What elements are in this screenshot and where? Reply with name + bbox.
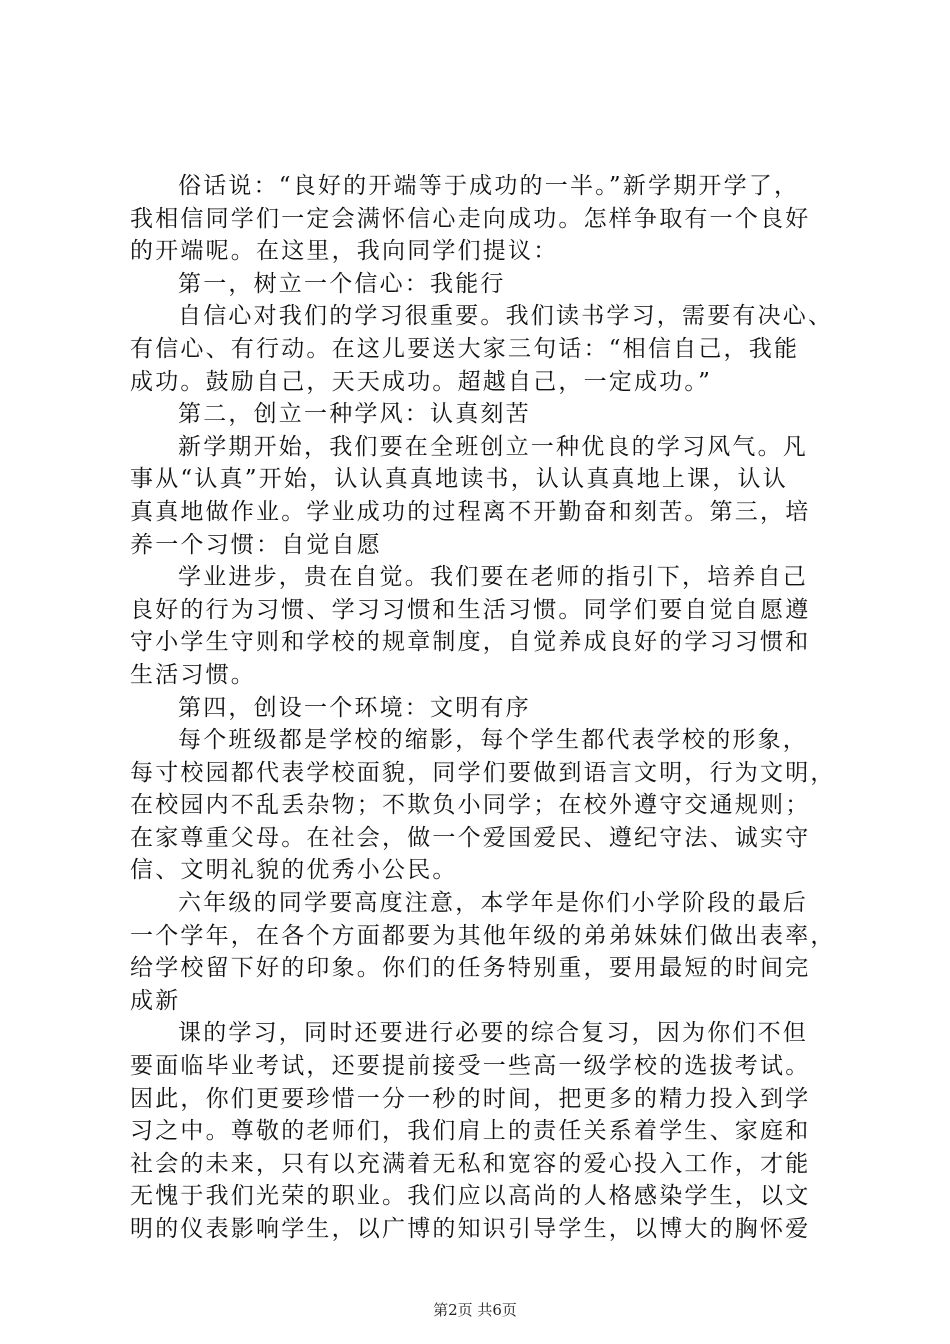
text-line: 俗话说：“良好的开端等于成功的一半。”新学期开学了， bbox=[178, 173, 800, 199]
text-line: 第二，创立一种学风：认真刻苦 bbox=[178, 401, 531, 428]
document-body bbox=[130, 170, 836, 1246]
text-line: 每寸校园都代表学校面貌，同学们要做到语言文明，行为文明， bbox=[130, 759, 836, 786]
text-line: 要面临毕业考试，还要提前接受一些高一级学校的选拔考试。 bbox=[130, 1053, 811, 1080]
text-line: 六年级的同学要高度注意，本学年是你们小学阶段的最后 bbox=[178, 890, 808, 917]
text-line: 在校园内不乱丢杂物；不欺负小同学；在校外遵守交通规则； bbox=[130, 792, 811, 819]
text-line: 无愧于我们光荣的职业。我们应以高尚的人格感染学生，以文 bbox=[130, 1183, 811, 1210]
text-line: 我相信同学们一定会满怀信心走向成功。怎样争取有一个良好 bbox=[130, 205, 811, 232]
text-line: 事从“认真”开始，认认真真地读书，认认真真地上课，认认 bbox=[130, 466, 788, 493]
text-line: 自信心对我们的学习很重要。我们读书学习，需要有决心、 bbox=[178, 303, 834, 330]
text-line: 守小学生守则和学校的规章制度，自觉养成良好的学习习惯和 bbox=[130, 629, 811, 656]
text-line: 每个班级都是学校的缩影，每个学生都代表学校的形象， bbox=[178, 727, 808, 754]
page-footer: 第2页 共6页 bbox=[433, 1301, 517, 1319]
text-line: 习之中。尊敬的老师们，我们肩上的责任关系着学生、家庭和 bbox=[130, 1118, 811, 1145]
text-line: 学业进步，贵在自觉。我们要在老师的指引下，培养自己 bbox=[178, 564, 808, 591]
text-line: 课的学习，同时还要进行必要的综合复习，因为你们不但 bbox=[178, 1020, 808, 1047]
text-line: 良好的行为习惯、学习习惯和生活习惯。同学们要自觉自愿遵 bbox=[130, 596, 811, 623]
text-line: 因此，你们更要珍惜一分一秒的时间，把更多的精力投入到学 bbox=[130, 1085, 811, 1112]
text-line: 成功。鼓励自己，天天成功。超越自己，一定成功。” bbox=[130, 368, 713, 395]
text-line: 在家尊重父母。在社会，做一个爱国爱民、遵纪守法、诚实守 bbox=[130, 824, 811, 851]
text-line: 的开端呢。在这里，我向同学们提议： bbox=[130, 238, 559, 265]
text-line: 成新 bbox=[130, 987, 181, 1014]
text-line: 信、文明礼貌的优秀小公民。 bbox=[130, 857, 458, 884]
text-line: 养一个习惯：自觉自愿 bbox=[130, 531, 382, 558]
text-line: 真真地做作业。学业成功的过程离不开勤奋和刻苦。第三，培 bbox=[130, 498, 811, 525]
text-line: 第四，创设一个环境：文明有序 bbox=[178, 694, 531, 721]
text-line: 生活习惯。 bbox=[130, 661, 256, 688]
text-line: 社会的未来，只有以充满着无私和宽容的爱心投入工作，才能 bbox=[130, 1150, 811, 1177]
text-line: 明的仪表影响学生，以广博的知识引导学生，以博大的胸怀爱 bbox=[130, 1216, 811, 1242]
text-line: 第一，树立一个信心：我能行 bbox=[178, 270, 506, 297]
text-line: 新学期开始，我们要在全班创立一种优良的学习风气。凡 bbox=[178, 433, 808, 460]
text-line: 给学校留下好的印象。你们的任务特别重，要用最短的时间完 bbox=[130, 955, 811, 982]
text-line: 有信心、有行动。在这儿要送大家三句话：“相信自己，我能 bbox=[130, 335, 800, 362]
text-line: 一个学年，在各个方面都要为其他年级的弟弟妹妹们做出表率， bbox=[130, 922, 836, 949]
